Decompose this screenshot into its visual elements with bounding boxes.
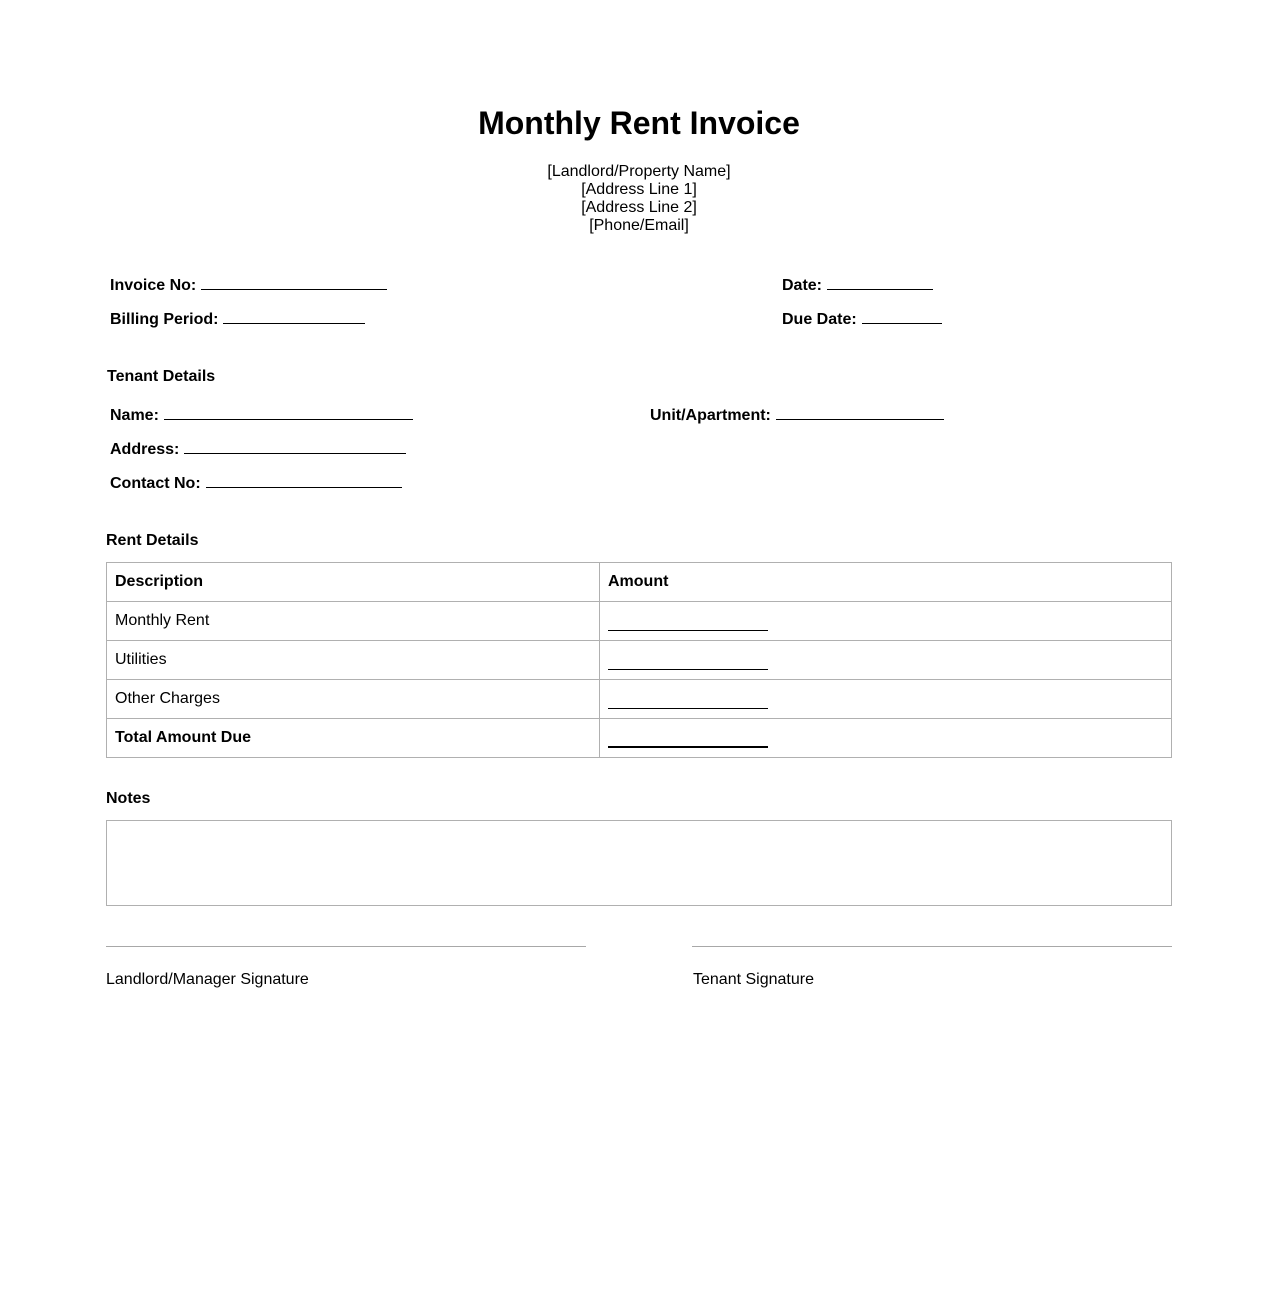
landlord-name: [Landlord/Property Name] [547,163,731,180]
rent-table [106,562,1172,758]
row-description-total: Total Amount Due [107,719,600,758]
tenant-address-label: Address: [110,441,180,458]
row-amount-cell [600,602,1172,641]
due-date-label: Due Date: [782,311,857,328]
billing-period-label: Billing Period: [110,311,219,328]
landlord-signature-line[interactable] [106,946,586,947]
invoice-no-field [110,275,387,296]
unit-apartment-label: Unit/Apartment: [650,407,771,424]
monthly-rent-amount-input[interactable] [608,612,768,631]
landlord-info [0,163,1278,235]
billing-period-input[interactable] [223,309,365,324]
table-row [107,641,1172,680]
utilities-amount-input[interactable] [608,651,768,670]
unit-apartment-input[interactable] [776,405,944,420]
row-description: Utilities [107,641,600,680]
column-header-description: Description [107,563,600,602]
address-line-1: [Address Line 1] [581,181,697,198]
due-date-input[interactable] [862,309,942,324]
address-line-2: [Address Line 2] [581,199,697,216]
date-label: Date: [782,277,823,294]
tenant-address-input[interactable] [184,439,406,454]
table-header-row [107,563,1172,602]
total-amount-input[interactable] [608,728,768,748]
date-field [782,275,933,296]
page-title: Monthly Rent Invoice [478,105,800,141]
tenant-signature-line[interactable] [692,946,1172,947]
row-amount-cell [600,680,1172,719]
row-amount-cell [600,641,1172,680]
tenant-name-input[interactable] [164,405,413,420]
table-row [107,680,1172,719]
row-description: Other Charges [107,680,600,719]
rent-details-heading: Rent Details [106,532,199,549]
table-row [107,602,1172,641]
tenant-name-label: Name: [110,407,159,424]
column-header-amount: Amount [600,563,1172,602]
tenant-contact-label: Contact No: [110,475,201,492]
row-description: Monthly Rent [107,602,600,641]
due-date-field [782,309,942,330]
tenant-name-field [110,405,413,426]
invoice-no-label: Invoice No: [110,277,197,294]
invoice-no-input[interactable] [201,275,387,290]
other-charges-amount-input[interactable] [608,690,768,709]
landlord-signature-label: Landlord/Manager Signature [106,971,309,988]
tenant-address-field [110,439,406,460]
tenant-contact-field [110,473,402,494]
date-input[interactable] [827,275,933,290]
notes-textarea[interactable] [106,820,1172,906]
tenant-contact-input[interactable] [206,473,402,488]
table-row-total [107,719,1172,758]
phone-email: [Phone/Email] [589,217,689,234]
notes-heading: Notes [106,790,151,807]
billing-period-field [110,309,365,330]
tenant-details-heading: Tenant Details [107,368,216,385]
unit-apartment-field [650,405,944,426]
tenant-signature-label: Tenant Signature [693,971,814,988]
row-amount-cell [600,719,1172,758]
